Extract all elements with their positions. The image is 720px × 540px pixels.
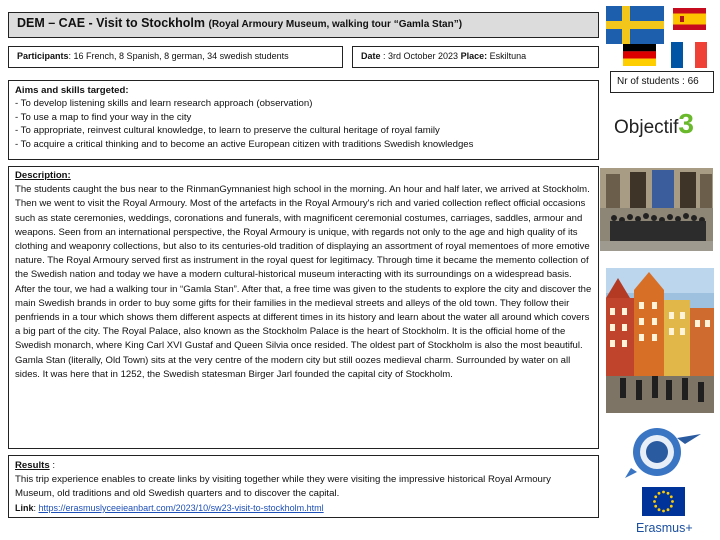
- students-count: Nr of students : 66: [617, 76, 699, 87]
- eu-flag-icon: [642, 487, 685, 516]
- results-text: This trip experience enables to create links by visiting together while they were visiting the impressive historical Royal Armoury Museum, old traditions and old Swedish quarters and to discover the capital.: [15, 474, 551, 499]
- erasmus-plus-text: Erasmus+: [636, 521, 693, 535]
- participants-box: [8, 46, 343, 68]
- results-link[interactable]: https://erasmuslyceeieanbart.com/2023/10/sw23-visit-to-stockholm.html: [38, 503, 324, 513]
- aims-box: [8, 80, 599, 160]
- place-value: Eskiltuna: [487, 51, 527, 61]
- date-box: [352, 46, 599, 68]
- germany-flag-icon: [623, 44, 656, 66]
- aims-item: - To develop listening skills and learn research approach (observation): [15, 98, 313, 110]
- erasmus-badge-icon: [623, 420, 701, 482]
- description-paragraph: The students caught the bus near to the RinmanGymnaniest high school in the morning. An hour and half later, we arrived at Stockholm. Then we went to visit the Royal Armoury. Most of the artefacts in the Royal Armoury's rich and varied collection reflect official occasions such as state ceremonies, weddings, coronations and funerals, with magnificent ceremonial costumes, carriages, saddles, armour and weapons. Seen from an international perspective, the Royal Armoury is unique, with regards not only to the age and high quality of its clothing and weaponry collections, but also to its centuries-old tradition of displaying an assortment of royal mementoes of more emotive nature. The Royal Armoury served first as instrument in the royal quest for legitimacy. Through time it became the memento collection of the Swedish nation and today we have a modern cultural-historical museum interacting with its surroundings on a widespread basis.: [15, 184, 590, 281]
- page-subtitle: (Royal Armoury Museum, walking tour “Gamla Stan”): [208, 19, 463, 30]
- aims-item: - To use a map to find your way in the city: [15, 111, 192, 123]
- results-heading: Results: [15, 460, 50, 471]
- france-flag-icon: [671, 42, 707, 68]
- students-count-box: [610, 71, 714, 93]
- place-label: Place:: [460, 51, 488, 61]
- objectif-word: Objectif: [614, 117, 679, 138]
- aims-item: - To acquire a critical thinking and to become an active European citizen with traditions Swedish knowledges: [15, 138, 474, 150]
- museum-group-photo: [600, 168, 713, 251]
- objectif-logo: [614, 108, 704, 140]
- results-box: [8, 455, 599, 518]
- date-label: Date: [361, 51, 381, 61]
- page-title: DEM – CAE - Visit to Stockholm: [17, 16, 205, 30]
- participants-value: : 16 French, 8 Spanish, 8 german, 34 swedish students: [68, 51, 289, 61]
- description-paragraph: After the tour, we had a walking tour in “Gamla Stan”. After that, a free time was given to the students to explore the city and discover the main Swedish brands in order to buy some gifts for their families in the medieval streets and alleys of the old town. They follow their penfriends in a tour which shows them different aspects at different times in its history and learn about the water all around which covers a big part of the city. The Royal Palace, also known as the Stockholm Palace is the heart of Stockholm. It is the official home of the Swedish monarch, where King Carl XVI Gustaf and Queen Silvia once resided. The oldest part of Stockholm is also the most beautiful. Gamla Stan (literally, Old Town) sits at the very centre of the modern city but still oozes medieval charm. Surrounded by water on all sides. It was here that in 1252, the Swedish statesman Birger Jarl founded the capital city of Stockholm.: [15, 283, 592, 380]
- spain-flag-icon: [673, 8, 706, 30]
- title-box: [8, 12, 599, 38]
- date-value: : 3rd October 2023: [380, 51, 461, 61]
- results-heading-suffix: :: [49, 460, 55, 471]
- objectif-number: 3: [678, 108, 694, 139]
- link-separator: :: [33, 503, 39, 513]
- sweden-flag-icon: [606, 6, 664, 44]
- link-label: Link: [15, 503, 34, 513]
- description-heading: Description:: [15, 170, 71, 181]
- participants-label: Participants: [17, 51, 69, 61]
- aims-heading: Aims and skills targeted:: [15, 85, 129, 96]
- description-box: [8, 166, 599, 449]
- gamla-stan-photo: [606, 268, 714, 413]
- aims-item: - To appropriate, reinvest cultural knowledge, to learn to preserve the cultural heritage of royal family: [15, 125, 440, 137]
